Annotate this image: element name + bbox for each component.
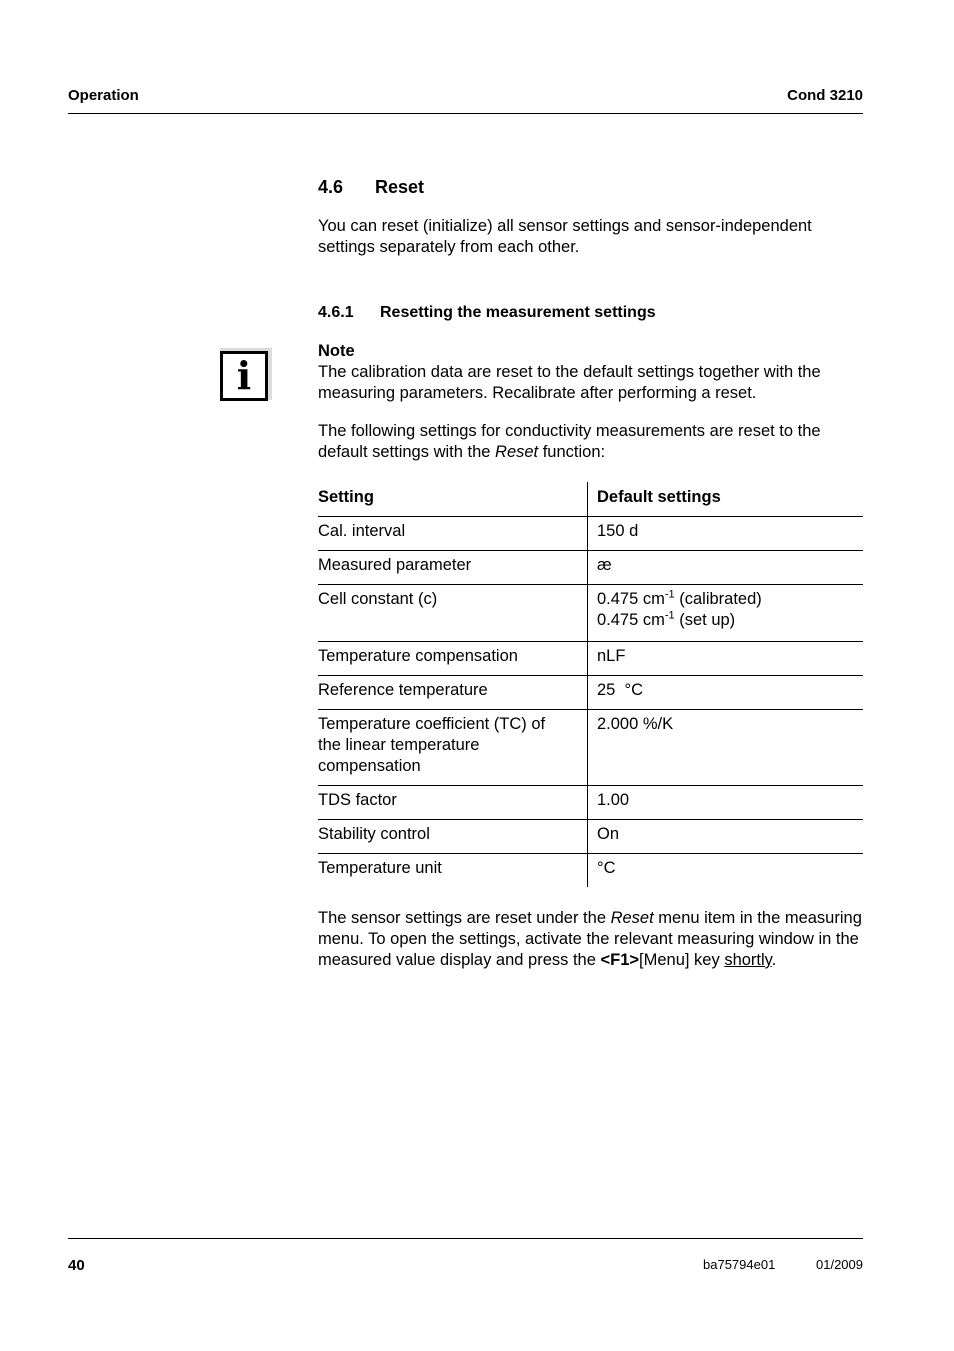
- table-row: [318, 676, 863, 710]
- setting-cell: Stability control: [318, 820, 588, 854]
- note-block: [318, 341, 863, 404]
- setting-cell: Cell constant (c): [318, 585, 588, 642]
- f1-key: <F1>: [600, 951, 640, 969]
- table-row: [318, 585, 863, 642]
- setting-cell: Cal. interval: [318, 517, 588, 551]
- header-rule: [68, 113, 863, 114]
- default-cell: 1.00: [588, 786, 864, 820]
- closing-text-2: menu item in the measuring menu. To open the settings, activate the relevant measuring window in the measured value display and press the: [318, 909, 862, 969]
- following-text-end: function:: [538, 443, 606, 461]
- default-cell: 25 °C: [588, 676, 864, 710]
- header-product-name: Cond 3210: [787, 87, 863, 104]
- default-cell: [588, 585, 864, 642]
- setting-cell: Measured parameter: [318, 551, 588, 585]
- column-header-default: Default settings: [588, 482, 864, 517]
- footer-rule: [68, 1238, 863, 1239]
- default-settings-table: [318, 482, 863, 887]
- closing-text-4: .: [771, 951, 777, 969]
- table-row: [318, 710, 863, 786]
- table-row: [318, 551, 863, 585]
- table-row: [318, 820, 863, 854]
- closing-paragraph: [318, 908, 863, 971]
- table-header-row: [318, 482, 863, 517]
- table-row: [318, 642, 863, 676]
- section-number: 4.6: [318, 177, 344, 197]
- cell-constant-setup: 0.475 $cm^{-1}$ (set up): [597, 609, 736, 629]
- reset-menu-item: Reset: [610, 909, 654, 927]
- table-row: [318, 854, 863, 888]
- info-note-icon: i: [220, 348, 272, 400]
- following-paragraph: [318, 421, 863, 463]
- closing-text-3: [Menu] key: [639, 951, 725, 969]
- setting-cell: Temperature unit: [318, 854, 588, 888]
- table-row: [318, 786, 863, 820]
- default-cell: On: [588, 820, 864, 854]
- following-text-start: The following settings for conductivity measurements are reset to the default settings with the: [318, 422, 821, 461]
- default-cell: °C: [597, 859, 616, 877]
- column-header-setting: Setting: [318, 482, 588, 517]
- section-title: Reset: [375, 177, 425, 197]
- document-id: ba75794e01: [703, 1257, 776, 1272]
- default-cell: 150 d: [588, 517, 864, 551]
- setting-cell: Reference temperature: [318, 676, 588, 710]
- default-cell: 2.000 %/K: [588, 710, 864, 786]
- reset-function-name: Reset: [495, 443, 539, 461]
- note-text: The calibration data are reset to the default settings together with the measuring parameters. Recalibrate after performing a reset.: [318, 363, 821, 402]
- closing-text-1: The sensor settings are reset under the: [318, 909, 611, 927]
- table-row: [318, 517, 863, 551]
- document-date: 01/2009: [816, 1257, 863, 1272]
- default-cell: æ: [588, 551, 864, 585]
- setting-cell: Temperature compensation: [318, 642, 588, 676]
- default-cell: nLF: [588, 642, 864, 676]
- note-heading: Note: [318, 342, 355, 360]
- setting-cell: TDS factor: [318, 786, 588, 820]
- shortly-emphasis: shortly: [724, 951, 772, 969]
- setting-cell: Temperature coefficient (TC) of the linear temperature compensation: [318, 710, 588, 786]
- intro-paragraph: You can reset (initialize) all sensor settings and sensor-independent settings separately from each other.: [318, 217, 812, 256]
- cell-constant-calibrated: 0.475 $cm^{-1}$ (calibrated): [597, 588, 762, 608]
- subsection-title: Resetting the measurement settings: [380, 304, 656, 321]
- page-number: 40: [68, 1257, 85, 1274]
- subsection-number: 4.6.1: [318, 304, 354, 321]
- header-section-title: Operation: [68, 87, 139, 104]
